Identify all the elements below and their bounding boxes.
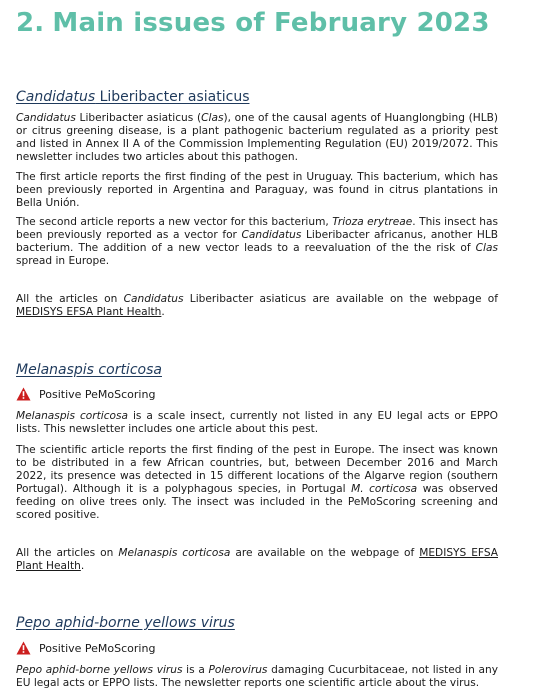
paragraph-clas-all-articles: All the articles on Candidatus Liberibacter asiaticus are available on the webpage of MEDISYS EFSA Plant Health.: [16, 293, 499, 318]
warning-triangle-icon: [16, 641, 31, 655]
section-title-melanaspis: Melanaspis corticosa: [16, 362, 162, 378]
pemoscoring-badge-melanaspis: [16, 386, 155, 402]
paragraph-melanaspis-finding: The scientific article reports the first finding of the pest in Europe. The insect was known to be distributed in a few African countries, but, between December 2016 and March 2022, its presence was detected in 15 different locations of the Algarve region (southern Portugal). Although it is a polyphagous species, in Portugal M. corticosa was observed feeding on olive trees only. The insect was included in the PeMoScoring screening and scored positive.: [16, 444, 498, 521]
page-title: [16, 8, 490, 38]
section-title-paby: Pepo aphid-borne yellows virus: [16, 615, 235, 631]
pemoscoring-badge-paby: [16, 640, 155, 656]
heading-number: 2.: [16, 8, 45, 38]
paragraph-clas-uruguay: The first article reports the first finding of the pest in Uruguay. This bacterium, which has been previously reported in Argentina and Paraguay, was found in citrus plantations in Bella Unión.: [16, 171, 498, 209]
section-title-clas: Candidatus Liberibacter asiaticus: [16, 89, 250, 105]
badge-label: Positive PeMoScoring: [39, 387, 156, 401]
medisys-link-melanaspis[interactable]: MEDISYS EFSA Plant Health: [16, 547, 498, 572]
paragraph-melanaspis-intro: Melanaspis corticosa is a scale insect, currently not listed in any EU legal acts or EPPO lists. This newsletter includes one article about this pest.: [16, 410, 498, 435]
medisys-link-clas[interactable]: MEDISYS EFSA Plant Health: [16, 306, 162, 318]
heading-text: Main issues of February 2023: [52, 8, 490, 38]
paragraph-paby-intro: Pepo aphid-borne yellows virus is a Polerovirus damaging Cucurbitaceae, not listed in any EU legal acts or EPPO lists. The newsletter reports one scientific article about the virus.: [16, 664, 498, 689]
paragraph-clas-vector: The second article reports a new vector for this bacterium, Trioza erytreae. This insect has been previously reported as a vector for Candidatus Liberibacter africanus, another HLB bacterium. The addition of a new vector leads to a reevaluation of the the risk of Clas spread in Europe.: [16, 216, 499, 267]
paragraph-melanaspis-all-articles: All the articles on Melanaspis corticosa are available on the webpage of MEDISYS EFSA Plant Health.: [16, 547, 498, 572]
badge-label: Positive PeMoScoring: [39, 641, 156, 655]
warning-triangle-icon: [16, 387, 31, 401]
paragraph-clas-intro: Candidatus Liberibacter asiaticus (Clas), one of the causal agents of Huanglongbing (HLB) or citrus greening disease, is a plant pathogenic bacterium regulated as a priority pest and listed in Annex II A of the Commission Implementing Regulation (EU) 2019/2072. This newsletter includes two articles about this pathogen.: [16, 112, 498, 163]
